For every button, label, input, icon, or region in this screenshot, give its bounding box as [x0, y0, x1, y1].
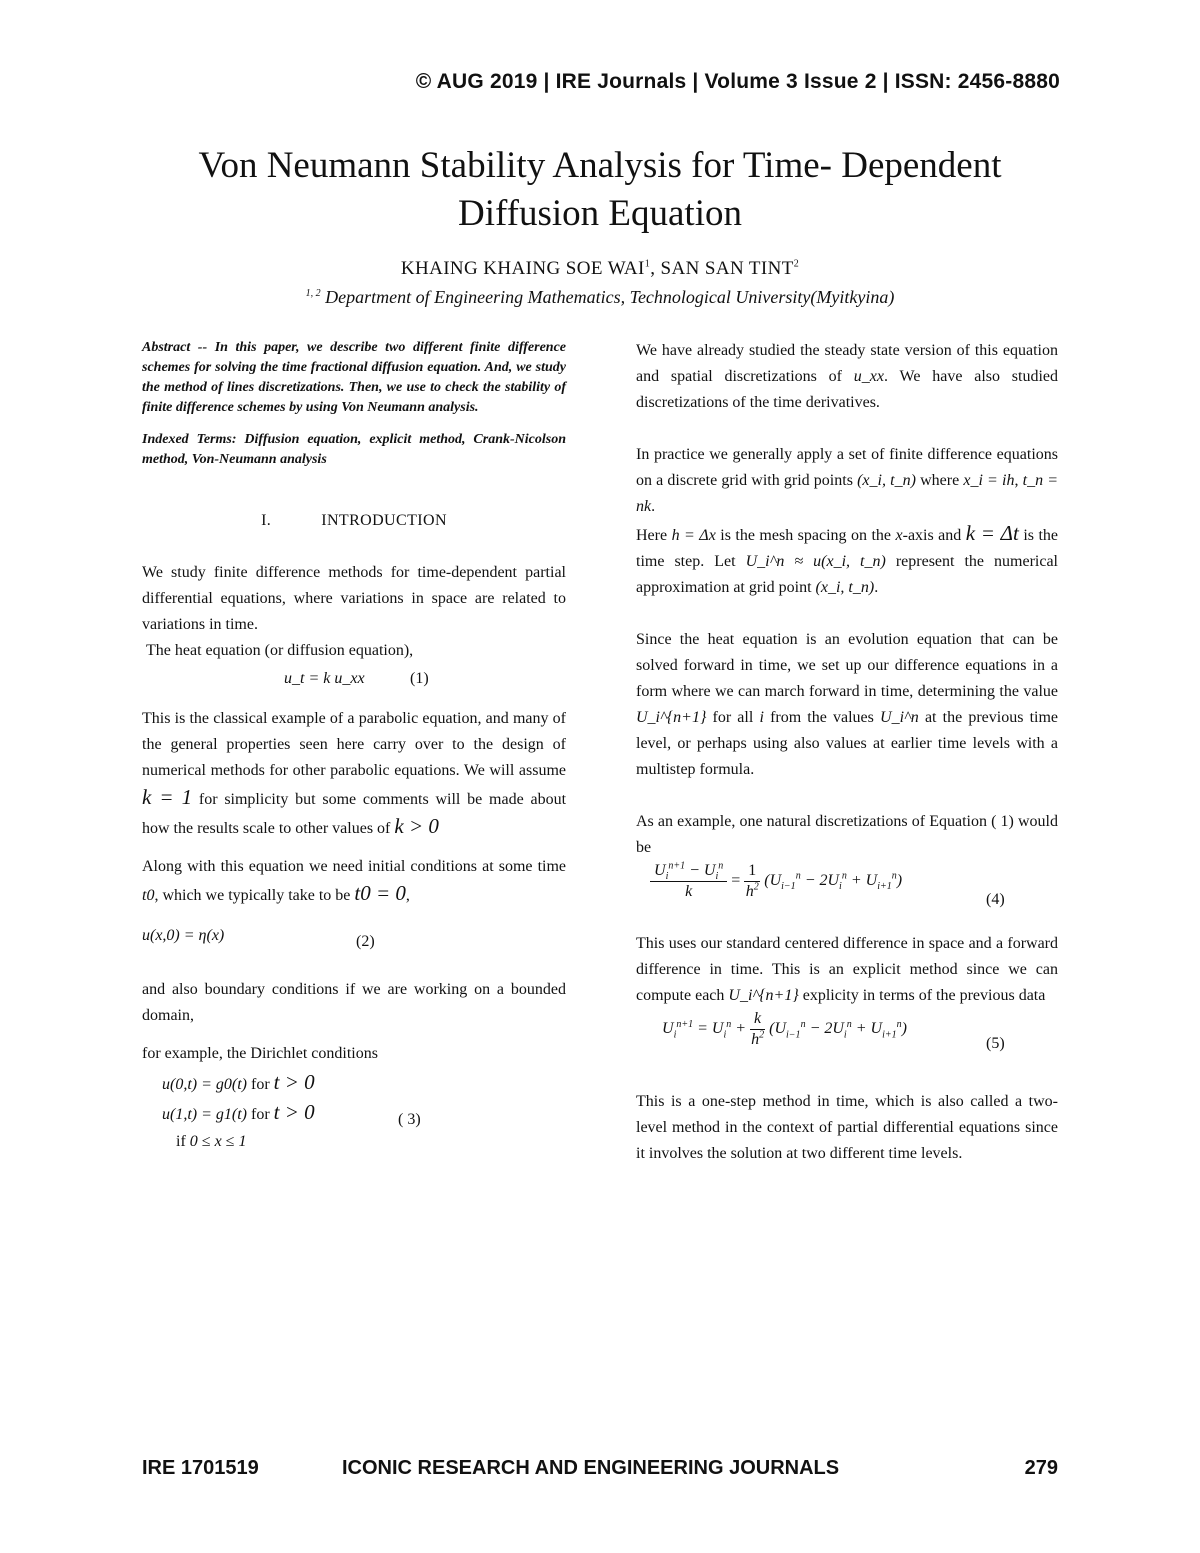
- t0-symbol: t0: [142, 887, 155, 904]
- equation-4-number: (4): [986, 891, 1005, 908]
- equation-3b: [142, 1097, 566, 1127]
- intro-paragraph-3: Along with this equation we need initial conditions at some time t0, which we typically take to be t0 = 0,: [142, 858, 566, 905]
- section-number: I.: [261, 512, 272, 529]
- equation-3c-range: 0 ≤ x ≤ 1: [189, 1133, 247, 1150]
- right-paragraph-6: This uses our standard centered difference in space and a forward difference in time. This is an explicit method since we can compute each U_i^{n+1} explicity in terms of the previous data: [636, 935, 1058, 1004]
- equation-3b-body: u(1,t) = g1(t) for t > 0: [162, 1100, 315, 1124]
- equation-4-lhs: $\frac{U_i^{n+1} - U_i^n}{k}$: [650, 861, 727, 902]
- k-greater-zero: k > 0: [394, 814, 439, 838]
- equation-4: $\frac{U_i^{n+1} - U_i^n}{k}$ = $\frac{1}{h^2}$ $(U_{i-1}^n - 2U_i^n + U_{i+1}^n)$ (4): [636, 861, 1058, 919]
- author-1: KHAING KHAING SOE WAI: [400, 258, 645, 279]
- affiliation-text: Department of Engineering Mathematics, Technological University(Myitkyina): [325, 287, 895, 307]
- equation-2-body: u(x,0) = η(x): [142, 927, 225, 944]
- section-title: INTRODUCTION: [321, 512, 447, 529]
- right-paragraph-4: Since the heat equation is an evolution equation that can be solved forward in time, we set up our difference equations in a form where we can march forward in time, determining the value U_i^{n+1} for all i from the values U_i^n at the previous time level, or perhaps using also values at earlier time levels with a multistep formula.: [636, 631, 1059, 778]
- equation-1-body: u_t = k u_xx: [284, 670, 365, 687]
- k-equals-one: k = 1: [142, 785, 193, 809]
- uxx-symbol: u_xx: [853, 368, 884, 385]
- right-paragraph-1: We have already studied the steady state version of this equation and spatial discretizations of u_xx. We have also studied discretizations of the time derivatives.: [636, 342, 1059, 411]
- equation-4-coef: $\frac{1}{h^2}$: [745, 862, 759, 900]
- t0-equals-zero: t0 = 0: [354, 881, 406, 905]
- u-current-symbol: U_i^n: [880, 709, 919, 726]
- intro-paragraph-4: and also boundary conditions if we are working on a bounded domain,: [142, 981, 566, 1024]
- equation-1: [142, 664, 566, 694]
- right-column: [636, 338, 1058, 1167]
- grid-point-symbol: (x_i, t_n): [815, 579, 875, 596]
- right-paragraph-3: Here h = Δx is the mesh spacing on the x-axis and k = Δt is the time step. Let U_i^n ≈ u(x_i, t_n) represent the numerical approximation at grid point (x_i, t_n).: [636, 521, 1059, 596]
- grid-points-symbol: (x_i, t_n): [857, 472, 916, 489]
- equation-5: $U_i^{n+1} = U_i^n$ + $\frac{k}{h^2}$ $(U_{i-1}^n - 2U_i^n + U_{i+1}^n)$ (5): [636, 1009, 1058, 1063]
- affiliation-sup: 1, 2: [305, 288, 321, 299]
- equation-3-number: ( 3): [398, 1111, 421, 1128]
- page-number: 279: [1024, 1457, 1058, 1479]
- author-2-sup: 2: [793, 258, 800, 270]
- equation-4-rhs: $(U_{i-1}^n - 2U_i^n + U_{i+1}^n)$: [764, 870, 903, 893]
- u-approximation: U_i^n ≈ u(x_i, t_n): [745, 553, 886, 570]
- left-column: [142, 338, 566, 1157]
- intro-paragraph-5: for example, the Dirichlet conditions: [142, 1045, 378, 1062]
- title-line-2: Diffusion Equation: [458, 193, 742, 234]
- journal-header: © AUG 2019 | IRE Journals | Volume 3 Issue 2 | ISSN: 2456-8880: [415, 70, 1060, 93]
- intro-paragraph-1: We study finite difference methods for time-dependent partial differential equations, where variations in space are related to variations in time.: [142, 564, 566, 633]
- index-terms: Indexed Terms: Diffusion equation, explicit method, Crank-Nicolson method, Von-Neumann analysis: [142, 432, 566, 467]
- intro-paragraph-2: This is the classical example of a parabolic equation, and many of the general properties seen here carry over to the design of numerical methods for other parabolic equations. We will assume k = 1 for simplicity but some comments will be made about how the results scale to other values of k > 0: [142, 710, 567, 838]
- affiliation: [100, 287, 1100, 308]
- u-next-symbol: U_i^{n+1}: [636, 709, 707, 726]
- equation-2: [142, 921, 566, 951]
- xi-definition: x_i = ih: [963, 472, 1015, 489]
- right-paragraph-5: As an example, one natural discretizations of Equation ( 1) would be: [636, 813, 1058, 856]
- title-line-1: Von Neumann Stability Analysis for Time- Dependent: [198, 145, 1002, 186]
- k-definition: k = Δt: [965, 521, 1019, 545]
- author-1-sup: 1: [644, 258, 651, 270]
- equation-1-number: (1): [410, 670, 429, 687]
- right-paragraph-2: In practice we generally apply a set of finite difference equations on a discrete grid with grid points (x_i, t_n) where x_i = ih, t_n = nk.: [636, 446, 1059, 515]
- intro-paragraph-1b: The heat equation (or diffusion equation),: [146, 642, 414, 659]
- author-2: SAN SAN TINT: [660, 258, 794, 279]
- h-definition: h = Δx: [671, 527, 716, 544]
- equation-3c: if 0 ≤ x ≤ 1: [176, 1133, 247, 1150]
- footer-journal-name: ICONIC RESEARCH AND ENGINEERING JOURNALS: [342, 1457, 840, 1479]
- abstract: Abstract -- In this paper, we describe two different finite difference schemes for solving the time fractional diffusion equation. And, we study the method of lines discretizations. Then, we use to check the stability of finite difference schemes by using Von Neumann analysis.: [142, 340, 566, 415]
- tn-definition: t_n = nk: [636, 472, 1059, 515]
- paper-title: [100, 142, 1100, 238]
- right-paragraph-7: This is a one-step method in time, which is also called a two-level method in the context of partial differential equations since it involves the solution at two different time levels.: [636, 1093, 1058, 1162]
- authors: KHAING KHAING SOE WAI$^1$, SAN SAN TINT$^2$: [400, 258, 800, 279]
- footer-id: IRE 1701519: [142, 1457, 259, 1479]
- u-next-symbol-2: U_i^{n+1}: [728, 987, 799, 1004]
- equation-5-number: (5): [986, 1035, 1005, 1052]
- equation-3a: [142, 1067, 566, 1097]
- equation-3a-body: u(0,t) = g0(t) for t > 0: [162, 1070, 315, 1094]
- equation-2-number: (2): [356, 933, 375, 950]
- section-heading: [142, 508, 566, 534]
